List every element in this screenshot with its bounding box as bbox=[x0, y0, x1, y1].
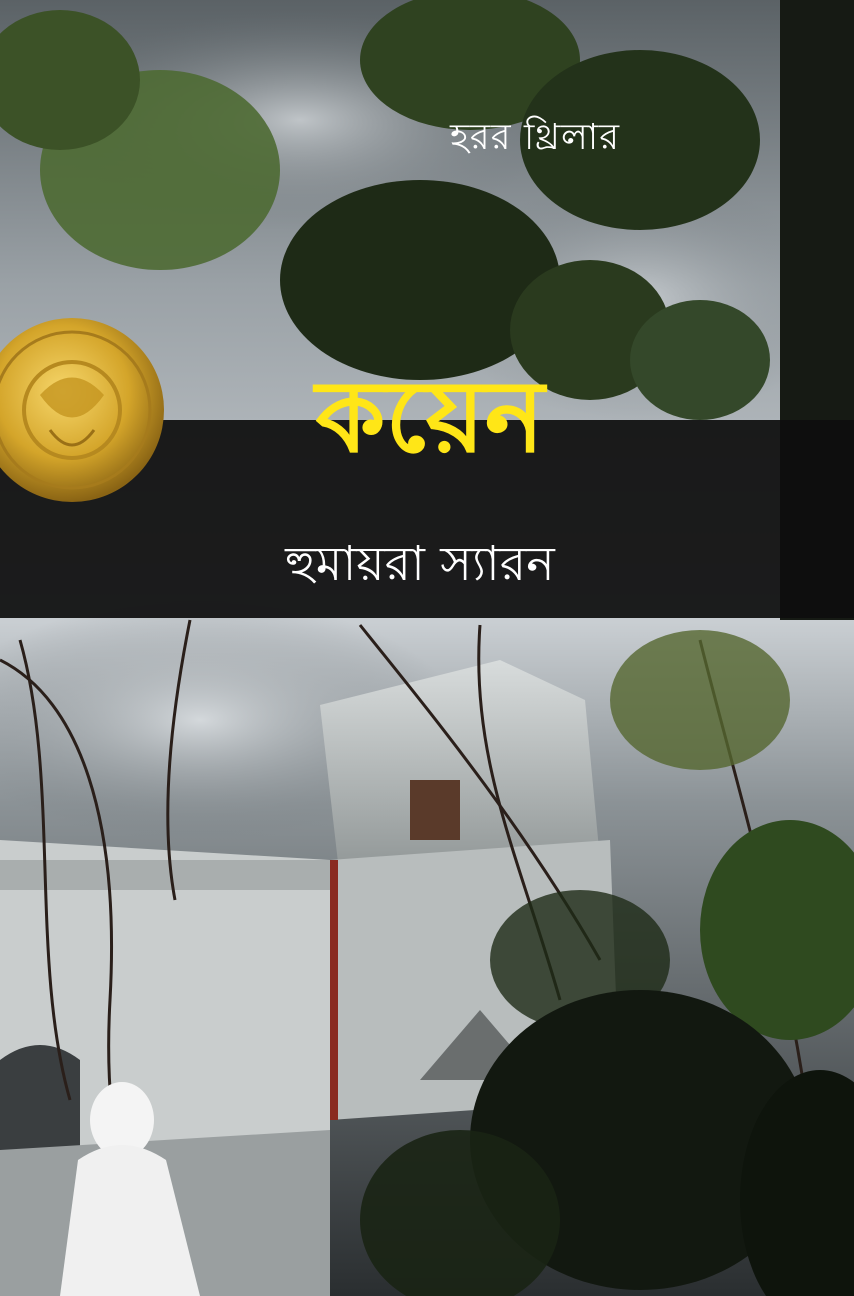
genre-label: হরর থ্রিলার bbox=[450, 117, 621, 158]
author-name: হুমায়রা স্যারন bbox=[285, 536, 555, 592]
book-title: কয়েন bbox=[315, 358, 545, 475]
